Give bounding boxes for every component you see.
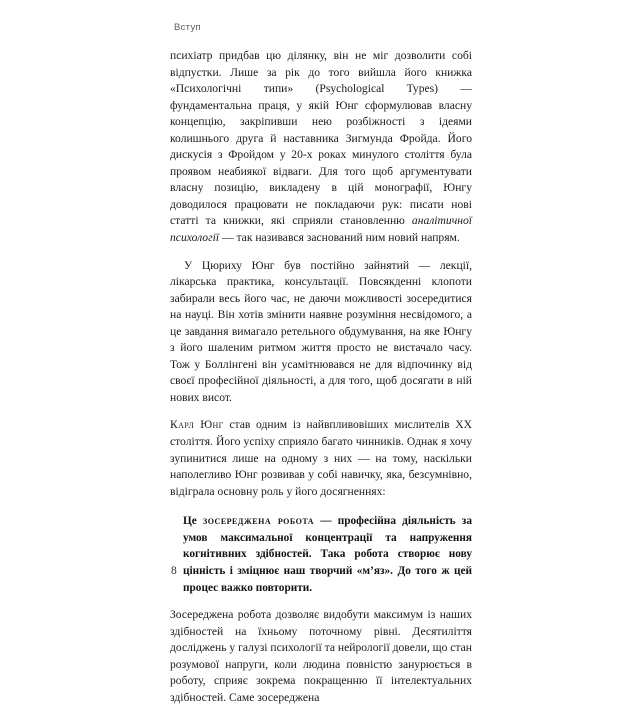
callout-smallcaps-term: зосереджена робота [203, 515, 315, 528]
paragraph-3-text: став одним із найвпливовіших мислителів XX століття. Його успіху сприяло багато чинників. Однак я хочу зупинитися лише на одному з них — на тому, наскільки наполегливо Юнг розвивав у собі навичку, яка, безсумнівно, відіграла основну роль у його досягненнях: [170, 418, 472, 498]
paragraph-1-text: психіатр придбав цю ділянку, він не міг дозволити собі відпустки. Лише за рік до того вийшла його книжка «Психологічні типи» (Psychological Types) — фундаментальна праця, у якій Юнг сформулював власну концепцію, закріпивши нею розбіжності з ідеями колишнього друга й наставника Зигмунда Фройда. Його дискусія з Фройдом у 20-х роках минулого століття була проявом неабиякої відваги. Для того щоб аргументувати власну позицію, викладену в цій монографії, Юнгу доводилося працювати не покладаючи рук: писати нові статті та книжки, які сприяли становленню [170, 49, 472, 228]
paragraph-4: Зосереджена робота дозволяє видобути максимум із наших здібностей на їхньому поточному рівні. Десятиліття досліджень у галузі психології та нейрології довели, що стан розумової напруги, коли людина повністю занурюється в роботу, сприяє зокрема покращенню її інтелектуальних здібностей. Саме зосереджена [170, 608, 472, 704]
callout-text: — професійна діяльність за умов максимальної концентрації та напруження когнітивних здібностей. Така робота створює нову цінність і зміцнює наш творчий «м’яз». До того ж цей процес важко повторити. [183, 515, 472, 594]
page-text-block [170, 48, 472, 706]
page-number: 8 [171, 565, 177, 577]
callout-leadin-before: Це [183, 515, 203, 528]
paragraph-2: У Цюриху Юнг був постійно зайнятий — лекції, лікарська практика, консультації. Повсякденні клопоти забирали весь його час, не даючи можливості зосередитися на науці. Він хотів змінити наявне розуміння несвідомого, а це завдання вимагало ретельного обдумування, на яке Юнгу з його шаленим ритмом життя просто не вистачало часу. Тож у Боллінгені він усамітнювався не для відпочинку від своєї професійної діяльності, а для того, щоб досягати в ній нових висот. [170, 258, 472, 404]
paragraph-1 [170, 48, 472, 247]
paragraph-3 [170, 417, 472, 500]
paragraph-3-smallcaps-leadin: Карл Юнг [170, 418, 224, 432]
running-header: Вступ [174, 22, 201, 33]
callout-block [170, 513, 472, 596]
paragraph-1-italic-term: аналітичної психології [170, 214, 472, 245]
paragraph-1-tail: — так називався заснований ним новий напрям. [219, 231, 460, 245]
callout-paragraph [183, 513, 472, 596]
